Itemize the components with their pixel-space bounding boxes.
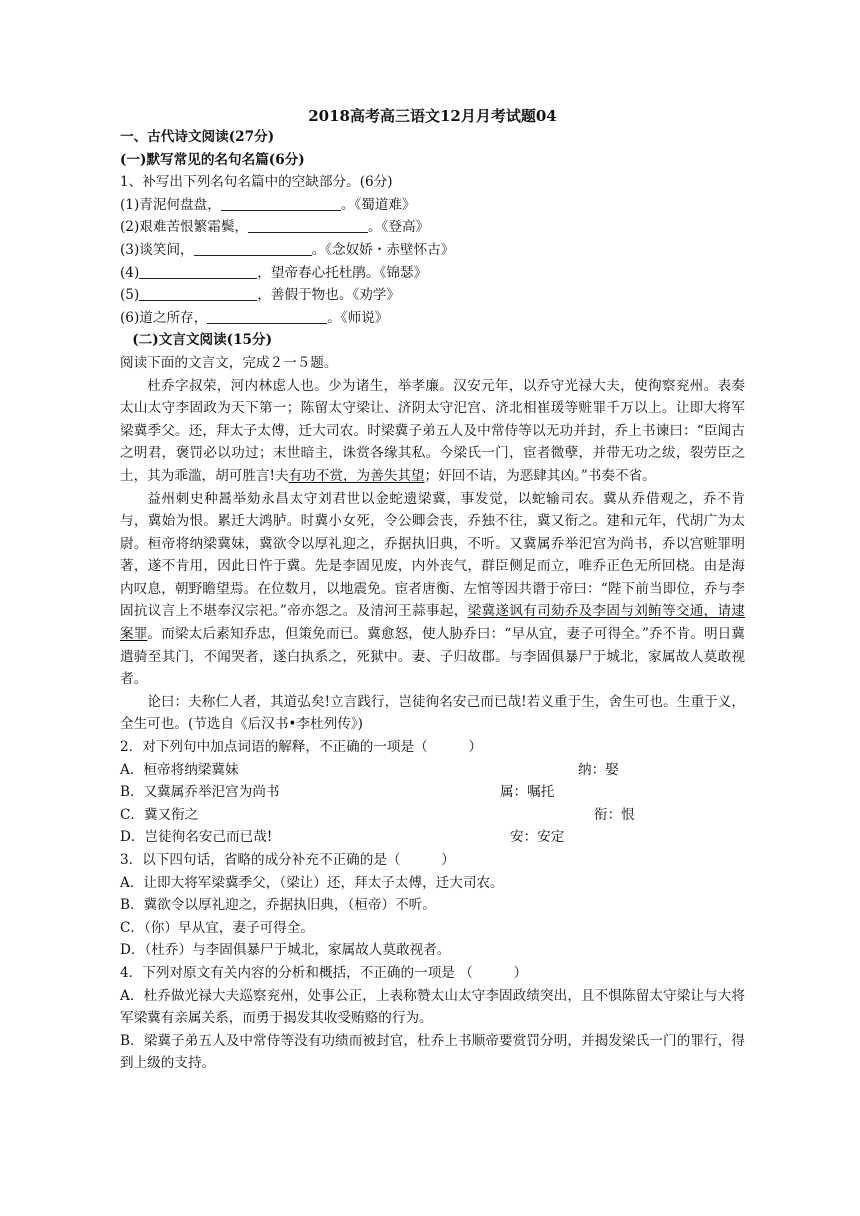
answer-blank: [248, 218, 368, 233]
question-4-option-a: A．杜乔做光禄大夫巡察兖州，处事公正，上表称赞太山太守李固政绩突出，且不惧陈留太守梁让与大将军梁冀有亲属关系，而勇于揭发其收受贿赂的行为。: [120, 987, 745, 1027]
option-gloss: 安：安定: [510, 829, 565, 846]
question-3: 3．以下四句话，省略的成分补充不正确的是（ ）: [120, 852, 455, 868]
fill-line-4: (4) ，望帝春心托杜鹃。《锦瑟》: [120, 264, 428, 281]
question-2-option: [120, 759, 745, 782]
fill-line-1: (1)青泥何盘盘， 。《蜀道难》: [120, 196, 416, 213]
question-2-option: [120, 826, 745, 849]
option-text: B．又冀属乔举汜宫为尚书: [120, 784, 280, 801]
passage-paragraph-2: 益州刺史种暠举劾永昌太守刘君世以金蛇遗梁冀，事发觉，以蛇输司农。冀从乔借观之，乔不肯与，冀始为恨。累迁大鸿胪。时冀小女死，令公卿会丧，乔独不往，冀又衔之。建和元年，代胡广为太尉。桓帝将纳梁冀妹，冀欲令以厚礼迎之，乔据执旧典，不听。又冀属乔举汜宫为尚书，乔以宫赃罪明著，遂不肯用，因此日忤于冀。先是李固见废，内外丧气，群臣侧足而立，唯乔正色无所回桡。由是海内叹息，朝野瞻望焉。在位数月，以地震免。宦者唐衡、左悺等因共谮于帝曰：“陛下前当即位，乔与李固抗议言上不堪奉汉宗祀。”帝亦怨之。及清河王蒜事起，梁冀遂讽有司劾乔及李固与刘鲔等交通，请逮案罪。而梁太后素知乔忠，但策免而已。冀愈怒，使人胁乔曰：“早从宜，妻子可得全。”乔不肯。明日冀遣骑至其门，不闻哭者，遂白执系之，死狱中。妻、子归故郡。与李固俱暴尸于城北，家属故人莫敢视者。: [120, 490, 745, 688]
question-3-option-b: B．冀欲令以厚礼迎之，乔据执旧典，（桓帝）不听。: [120, 897, 436, 914]
option-text: D．岂徒徇名安己而已哉!: [120, 829, 273, 846]
fill-line-6: (6)道之所存， 。《师说》: [120, 309, 389, 326]
question-2-options: [120, 759, 745, 849]
question-2-option: [120, 804, 745, 827]
fill-line-2: (2)艰难苦恨繁霜鬓， 。《登高》: [120, 219, 430, 236]
section-subheading-2: (二)文言文阅读(15分): [132, 332, 273, 349]
option-gloss: 属：嘱托: [500, 784, 555, 801]
question-3-option-c: C．（你）早从宜，妻子可得全。: [120, 919, 314, 936]
option-text: A．桓帝将纳梁冀妹: [120, 761, 239, 778]
question-2: 2．对下列句中加点词语的解释，不正确的一项是（ ）: [120, 739, 483, 756]
option-gloss: 纳：娶: [578, 761, 619, 778]
option-gloss: 衔：恨: [594, 806, 635, 823]
question-3-option-d: D．（杜乔）与李固俱暴尸于城北，家属故人莫敢视者。: [120, 942, 451, 959]
underlined-sentence-1: 有功不赏，为善失其望: [288, 467, 425, 484]
answer-blank: [207, 309, 327, 324]
section-heading-1: 一、古代诗文阅读(27分): [120, 129, 275, 145]
passage-paragraph-3: 论曰：夫称仁人者，其道弘矣!立言践行，岂徒徇名安己而已哉!若义重于生，舍生可也。生重于义，全生可也。(节选自《后汉书•李杜列传》): [120, 693, 745, 733]
answer-blank: [221, 196, 341, 211]
answer-blank: [139, 264, 257, 279]
passage-paragraph-1: 杜乔字叔荣，河内林虑人也。少为诸生，举孝廉。汉安元年，以乔守光禄大夫，使徇察兖州。表奏太山太守李固政为天下第一；陈留太守梁让、济阴太守汜宫、济北相崔瑗等赃罪千万以上。让即大将军梁冀季父。还，拜太子太傅，迁大司农。时梁冀子弟五人及中常侍等以无功并封，乔上书谏曰：“臣闻古之明君，褒罚必以功过；末世暗主，诛赏各缘其私。今梁氏一门，宦者微孽，并带无功之绂，裂劳臣之土，其为乖滥，胡可胜言!夫有功不赏，为善失其望；奸回不诘，为恶肆其凶。”书奏不省。: [120, 377, 745, 484]
document-page: [120, 104, 745, 1075]
option-text: C．冀又衔之: [120, 806, 199, 823]
question-1: 1、补写出下列名句名篇中的空缺部分。(6分): [120, 174, 393, 191]
document-title: 2018高考高三语文12月月考试题04: [308, 107, 557, 125]
question-4: 4．下列对原文有关内容的分析和概括，不正确的一项是 （ ）: [120, 964, 528, 981]
answer-blank: [194, 241, 312, 256]
fill-line-5: (5) ，善假于物也。《劝学》: [120, 287, 400, 304]
question-2-option: [120, 781, 745, 804]
section-subheading-1: (一)默写常见的名句名篇(6分): [120, 151, 305, 168]
question-4-option-b: B．梁冀子弟五人及中常侍等没有功绩而被封官，杜乔上书顺帝要赏罚分明，并揭发梁氏一门的罪行，得到上级的支持。: [120, 1032, 745, 1072]
answer-blank: [139, 286, 257, 301]
reading-instruction: 阅读下面的文言文，完成２一５题。: [120, 354, 338, 371]
underlined-sentence-2: 梁冀遂讽有司劾乔及李固与刘鲔等交通，请逮案罪: [120, 603, 745, 643]
question-3-option-a: A．让即大将军梁冀季父，（梁让）还，拜太子太傅，迁大司农。: [120, 874, 504, 891]
fill-line-3: (3)谈笑间， 。《念奴娇・赤壁怀古》: [120, 241, 455, 258]
